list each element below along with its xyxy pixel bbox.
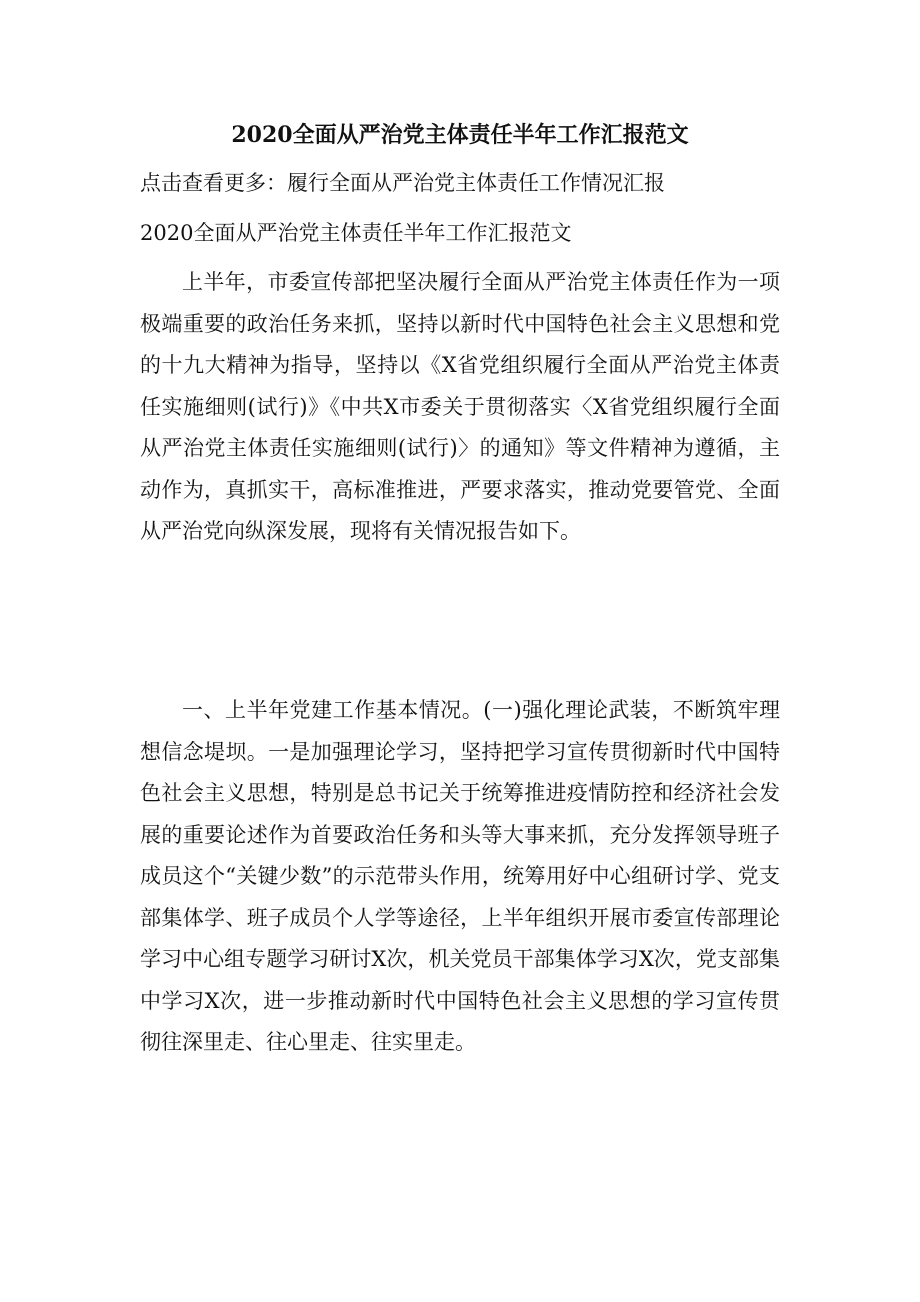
section-one-paragraph: 一、上半年党建工作基本情况。(一)强化理论武装，不断筑牢理想信念堤坝。一是加强理论学习，坚持把学习宣传贯彻新时代中国特色社会主义思想，特别是总书记关于统筹推进疫情防控和经济社会发展的重要论述作为首要政治任务和头等大事来抓，充分发挥领导班子成员这个“关键少数”的示范带头作用，统筹用好中心组研讨学、党支部集体学、班子成员个人学等途径，上半年组织开展市委宣传部理论学习中心组专题学习研讨X次，机关党员干部集体学习X次，党支部集中学习X次，进一步推动新时代中国特色社会主义思想的学习宣传贯彻往深里走、往心里走、往实里走。 xyxy=(140,698,780,1054)
document-subtitle: 2020全面从严治党主体责任半年工作汇报范文 xyxy=(140,221,572,245)
document-title: 2020全面从严治党主体责任半年工作汇报范文 xyxy=(231,122,689,148)
intro-paragraph: 上半年，市委宣传部把坚决履行全面从严治党主体责任作为一项极端重要的政治任务来抓，坚持以新时代中国特色社会主义思想和党的十九大精神为指导，坚持以《X省党组织履行全面从严治党主体责任实施细则(试行)》《中共X市委关于贯彻落实〈X省党组织履行全面从严治党主体责任实施细则(试行)〉的通知》等文件精神为遵循，主动作为，真抓实干，高标准推进，严要求落实，推动党要管党、全面从严治党向纵深发展，现将有关情况报告如下。 xyxy=(140,270,780,543)
more-link-line[interactable]: 点击查看更多：履行全面从严治党主体责任工作情况汇报 xyxy=(140,171,665,195)
